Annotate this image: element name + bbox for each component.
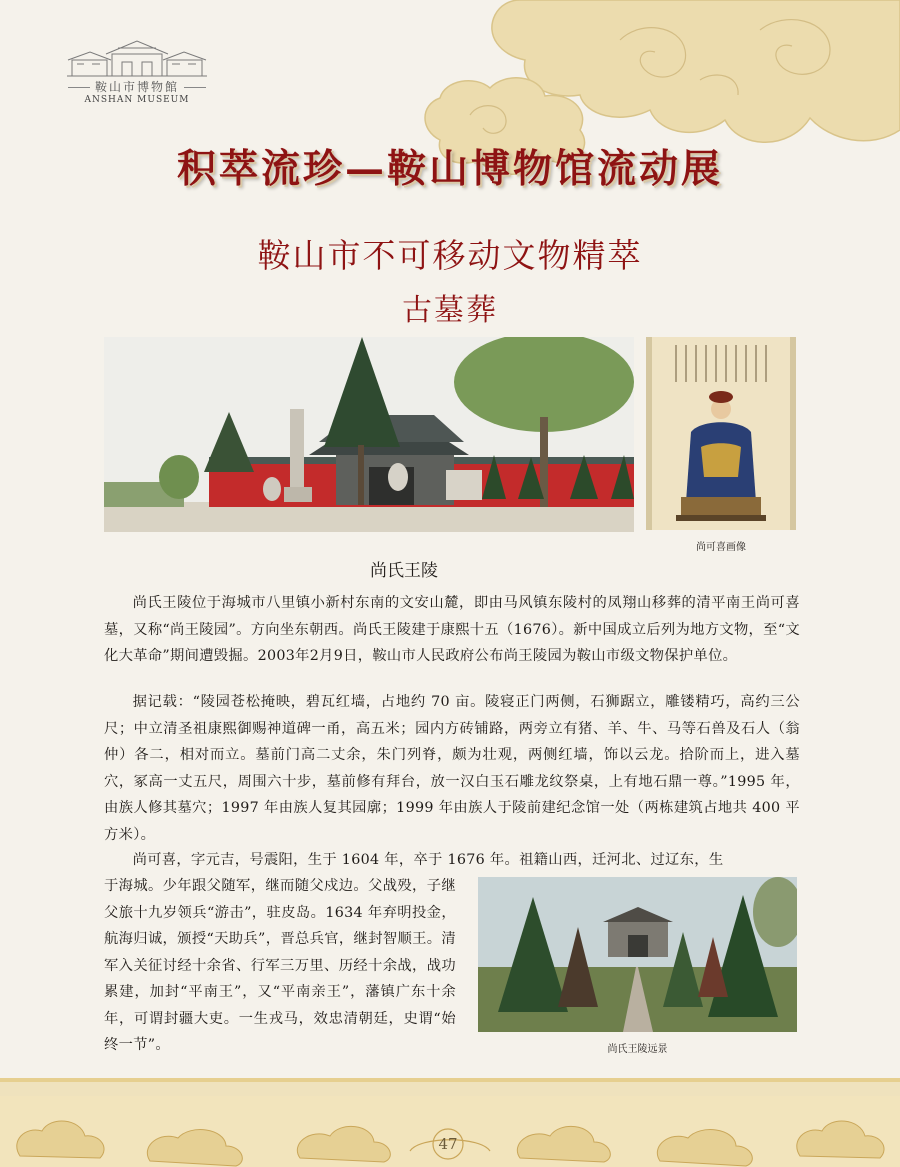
shang-kexi-portrait xyxy=(646,337,796,530)
article-title: 尚氏王陵 xyxy=(370,561,438,581)
logo-name-cn: 鞍山市博物館 xyxy=(62,78,212,95)
museum-logo xyxy=(62,38,212,110)
museum-building-icon xyxy=(62,38,212,78)
section-subtitle: 古墓葬 xyxy=(402,293,498,328)
distant-view-caption: 尚氏王陵远景 xyxy=(607,1044,668,1055)
mausoleum-photo xyxy=(104,337,634,532)
cloud-decoration xyxy=(380,0,900,245)
footer-band xyxy=(0,1078,900,1167)
exhibition-banner-title: 积萃流珍—鞍山博物馆流动展 xyxy=(176,146,723,192)
article-paragraph-3-first-line: 尚可喜，字元吉，号震阳，生于 1604 年，卒于 1676 年。祖籍山西，迁河北、过辽东，生 xyxy=(132,852,724,868)
article-paragraph-1: 尚氏王陵位于海城市八里镇小新村东南的文安山麓，即由马风镇东陵村的凤翔山移葬的清平南王尚可喜墓，又称“尚王陵园”。方向坐东朝西。尚氏王陵建于康熙十五（1676）。新中国成立后列为地方文物，至“文化大革命”期间遭毁掘。2003年2月9日，鞍山市人民政府公布尚王陵园为鞍山市级文物保护单位。 xyxy=(104,595,800,664)
article-paragraph-3-continued: 于海城。少年跟父随军，继而随父戍边。父战殁，子继父旅十九岁领兵“游击”，驻皮岛。1634 年弃明投金，航海归诚，颁授“天助兵”，晋总兵官，继封智顺王。清军入关征讨经十余省、行军三万里、历经十余战，战功累建，加封“平南王”，又“平南亲王”，藩镇广东十余年，可谓封疆大吏。一生戎马，效忠清朝廷，史谓“始终一节”。 xyxy=(104,878,456,1053)
article-paragraph-2: 据记载：“陵园苍松掩映，碧瓦红墙，占地约 70 亩。陵寝正门两侧，石狮踞立，雕镂精巧，高约三公尺；中立清圣祖康熙御赐神道碑一甬，高五米；园内方砖铺路，两旁立有猪、羊、牛、马等石兽及石人（翁仲）各二，相对而立。墓前门高二丈余，朱门列脊，颇为壮观，两侧红墙，饰以云龙。拾阶而上，进入墓穴，冢高一丈五尺，周围六十步，墓前修有拜台，放一汉白玉石雕龙纹祭桌，上有地石鼎一尊。”1995 年，由族人修其墓穴；1997 年由族人复其园廓；1999 年由族人于陵前建纪念馆一处（两栋建筑占地共 400 平方米）。 xyxy=(104,694,800,843)
portrait-caption: 尚可喜画像 xyxy=(696,542,746,553)
logo-name-en: ANSHAN MUSEUM xyxy=(84,95,190,105)
mausoleum-distant-photo xyxy=(478,877,797,1032)
page-number: 47 xyxy=(438,1135,458,1153)
section-title: 鞍山市不可移动文物精萃 xyxy=(257,236,643,275)
footer-stripe xyxy=(0,1082,900,1096)
